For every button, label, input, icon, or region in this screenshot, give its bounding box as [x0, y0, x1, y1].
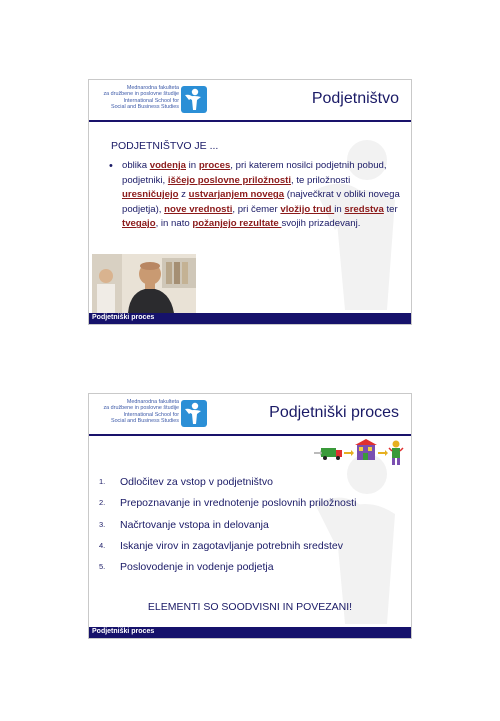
logo-line: Social and Business Studies — [110, 104, 179, 111]
logo-line: Social and Business Studies — [110, 418, 179, 425]
paragraph-text: , te priložnosti — [291, 174, 351, 186]
paragraph-text: ter — [383, 203, 398, 215]
keyword-highlight: proces — [198, 160, 231, 171]
logo-person-icon — [181, 86, 207, 113]
keyword-highlight: iščejo poslovne priložnosti — [167, 174, 292, 186]
keyword-highlight: uresničujejo — [122, 189, 179, 201]
process-illustration — [313, 438, 405, 468]
list-number: 3. — [99, 520, 106, 529]
slide-footer — [89, 313, 411, 324]
person-icon — [389, 441, 403, 466]
definition-paragraph — [122, 159, 402, 232]
logo-line: International School for — [123, 411, 179, 418]
list-text: Poslovodenje in vodenje podjetja — [120, 561, 274, 573]
keyword-highlight: vložijo trud — [280, 203, 335, 215]
list-text: Odločitev za vstop v podjetništvo — [120, 476, 273, 488]
house-icon — [355, 439, 377, 460]
paragraph-text: z — [178, 189, 189, 201]
list-number: 1. — [99, 477, 106, 486]
arrow-icon — [344, 450, 354, 456]
header-divider — [89, 120, 411, 122]
keyword-highlight: nove vrednosti — [164, 203, 233, 215]
list-text: Prepoznavanje in vrednotenje poslovnih priložnosti — [120, 497, 357, 509]
logo-person-icon — [181, 400, 207, 427]
slide-2 — [89, 394, 411, 638]
logo-line: za družbene in poslovne študije — [103, 405, 179, 412]
entrepreneur-photo — [92, 254, 196, 313]
footer-label: Podjetniški proces — [92, 314, 155, 321]
header-divider — [89, 434, 411, 436]
paragraph-text: , pri katerem nosilci podjetnih pobud, podjetniki, — [122, 160, 387, 186]
school-logo-text — [95, 399, 179, 425]
list-text: Načrtovanje vstopa in delovanja — [120, 519, 269, 531]
slide-header — [89, 80, 411, 120]
truck-icon — [314, 448, 342, 460]
section-heading: PODJETNIŠTVO JE ... — [111, 140, 219, 152]
footer-label: Podjetniški proces — [92, 628, 155, 635]
list-text: Iskanje virov in zagotavljanje potrebnih sredstev — [120, 540, 343, 552]
logo-line: Mednarodna fakulteta — [126, 399, 179, 405]
paragraph-text: (največkrat v obliki novega podjetja), — [122, 189, 400, 215]
paragraph-text: svojih prizadevanj. — [281, 218, 361, 230]
keyword-highlight: tvegajo — [122, 218, 156, 230]
logo-line: za družbene in poslovne študije — [103, 91, 179, 98]
school-logo-text — [95, 85, 179, 111]
paragraph-text: in — [186, 160, 199, 171]
paragraph-text: in — [334, 203, 345, 215]
closing-statement: ELEMENTI SO SOODVISNI IN POVEZANI! — [147, 601, 353, 613]
logo-line: Mednarodna fakulteta — [126, 85, 179, 91]
slide-header — [89, 394, 411, 434]
list-number: 5. — [99, 562, 106, 571]
list-number: 4. — [99, 541, 106, 550]
keyword-highlight: vodenja — [149, 160, 186, 171]
arrow-icon — [378, 450, 388, 456]
keyword-highlight: sredstva — [344, 203, 384, 215]
paragraph-text: oblika — [122, 160, 150, 171]
list-number: 2. — [99, 498, 106, 507]
slide-title: Podjetništvo — [311, 90, 399, 107]
keyword-highlight: ustvarjanjem novega — [188, 189, 285, 201]
keyword-highlight: požanjejo rezultate — [192, 218, 282, 230]
bullet-icon: • — [109, 160, 113, 172]
paragraph-text: , pri čemer — [232, 203, 281, 215]
slide-1 — [89, 80, 411, 324]
paragraph-text: , in nato — [155, 218, 193, 230]
slide-title: Podjetniški proces — [269, 404, 399, 421]
logo-line: International School for — [123, 97, 179, 104]
slide-footer — [89, 627, 411, 638]
